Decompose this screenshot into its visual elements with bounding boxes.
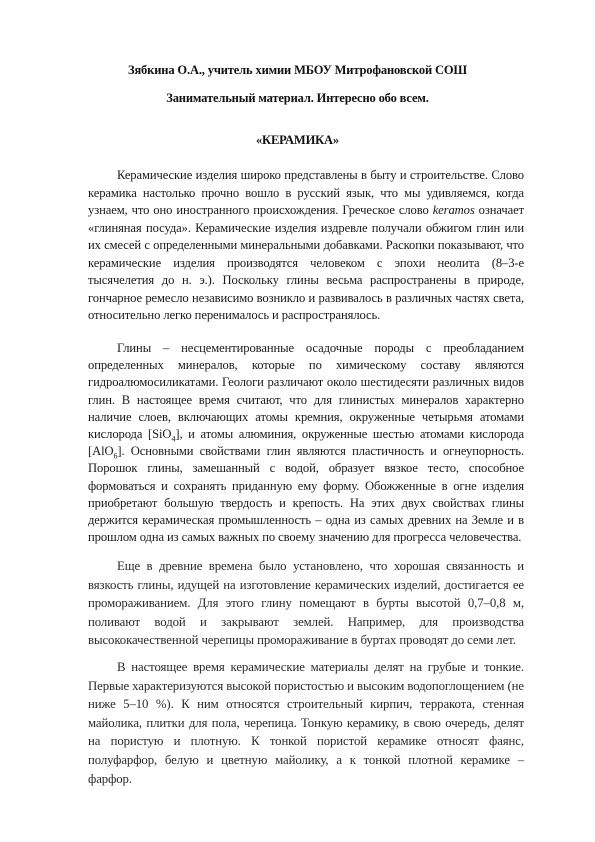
- paragraph-2-part-b: ], и атомы алюминия, окруженные шестью атомами кислорода [AlO: [88, 427, 524, 459]
- paragraph-1: [88, 167, 524, 325]
- page-title: «КЕРАМИКА»: [255, 133, 340, 147]
- paragraph-4: В настоящее время керамические материалы делят на грубые и тонкие. Первые характеризуются высокой пористостью и высоким водопоглощением (не ниже 5–10 %). К ним относятся строительный кирпич, терракота, стенная майолика, плитки для пола, черепица. Тонкую керамику, в свою очередь, делят на пористую и плотную. К тонкой пористой керамике относят фаянс, полуфарфор, белую и цветную майолику, а к тонкой плотной керамике – фарфор.: [88, 660, 524, 786]
- paragraph-1-end: означает «глиняная посуда». Керамические изделия издревле получали обжигом глин или их смесей с определенными минеральными добавками. Раскопки показывают, что керамические изделия производятся человеком с эпохи неолита (8–3-е тысячелетия до н. э.). Поскольку глины весьма распространены в природе, гончарное ремесло независимо возникло и развивалось в различных частях света, относительно легко перенималось и распространялось.: [88, 203, 524, 322]
- author-line: Зябкина О.А., учитель химии МБОУ Митрофановской СОШ: [128, 63, 467, 77]
- paragraph-3: Еще в древние времена было установлено, что хорошая связанность и вязкость глины, идущей на изготовление керамических изделий, достигается ее промораживанием. Для этого глину помещают в бурты высотой 0,7–0,8 м, поливают водой и закрывают землей. Например, для производства высококачественной черепицы промораживание в буртах проводят до семи лет.: [88, 559, 524, 648]
- paragraph-1-start: Керамические изделия широко представлены в быту и строительстве. Слово керамика настолько прочно вошло в русский язык, что мы удивляемся, когда узнаем, что оно иностранного происхождения. Греческое слово: [88, 168, 524, 217]
- paragraph-2-part-a: Глины – несцементированные осадочные породы с преобладанием определенных минералов, которые по химическому составу являются гидроалюмосиликатами. Геологи различают около шестидесяти различных видов глин. В настоящее время считают, что для глинистых минералов характерно наличие слоев, включающих атомы кремния, окруженные четырьмя атомами кислорода [SiO: [88, 341, 524, 442]
- subscript-4: 4: [171, 434, 176, 444]
- paragraph-2: [88, 340, 524, 546]
- subtitle: Занимательный материал. Интересно обо всем.: [166, 91, 429, 105]
- greek-word: keramos: [432, 203, 475, 217]
- paragraph-2-part-c: ]. Основными свойствами глин являются пластичность и огнеупорность. Порошок глины, замешанный с водой, образует вязкое тесто, способное формоваться и сохранять приданную ему форму. Обожженные в огне изделия приобретают большую твердость и крепость. На этих двух свойствах глины держится керамическая промышленность – одна из самых древних на Земле и в прошлом одна из самых важных по своему значению для прогресса человечества.: [88, 444, 524, 545]
- subscript-6: 6: [113, 451, 118, 461]
